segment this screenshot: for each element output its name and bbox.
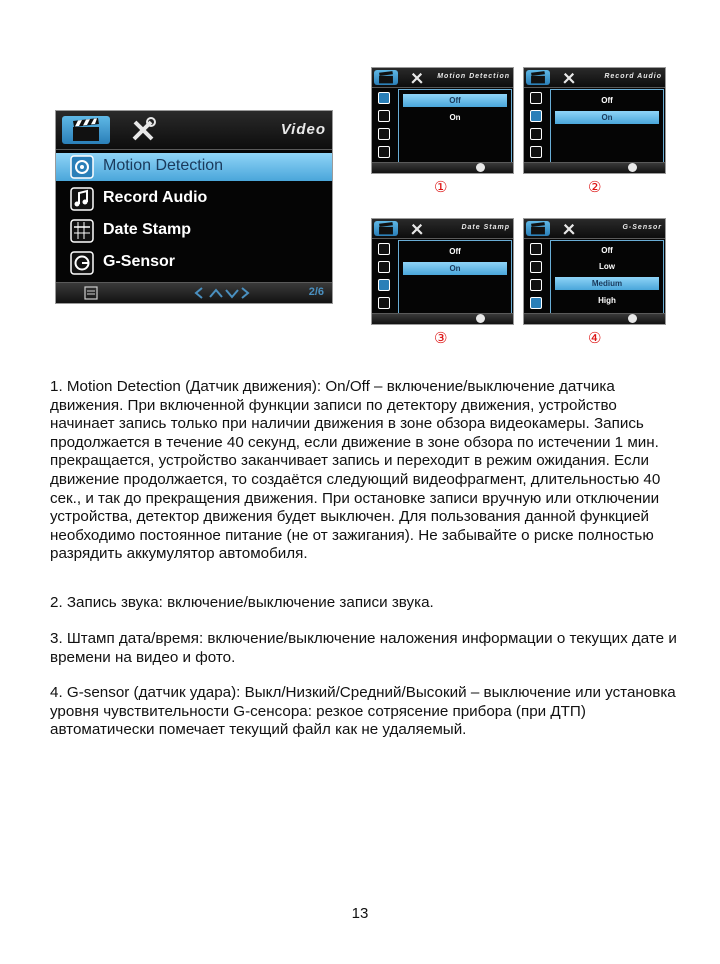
motion-icon xyxy=(530,92,542,104)
sub-screen-title: G-Sensor xyxy=(622,224,662,231)
bottom-bar xyxy=(524,162,665,173)
menu-item-motion-detection[interactable] xyxy=(56,153,332,181)
music-note-icon xyxy=(530,110,542,122)
clapperboard-icon xyxy=(378,71,394,84)
motion-icon xyxy=(378,92,390,104)
menu-list-icon xyxy=(84,286,98,300)
g-sensor-icon xyxy=(530,146,542,158)
ok-icon[interactable] xyxy=(476,314,485,323)
ok-icon[interactable] xyxy=(628,163,637,172)
calendar-icon xyxy=(530,128,542,140)
paragraph-date-stamp: 3. Штамп дата/время: включение/выключение наложения информации о текущих дате и времени на видео и фото. xyxy=(50,630,677,666)
option-off[interactable]: Off xyxy=(449,247,461,256)
main-menu-screen xyxy=(55,110,333,304)
paragraph-g-sensor: 4. G-sensor (датчик удара): Выкл/Низкий/Средний/Высокий – выключение или установка уровня чувствительности G-сенсора: резкое сотрясение прибора (при ДТП) автоматически помечает текущий файл как не удаляемый. xyxy=(50,684,676,739)
bottom-bar xyxy=(56,282,332,303)
clapperboard-icon xyxy=(71,118,101,142)
g-sensor-icon xyxy=(378,146,390,158)
marker-3: ③ xyxy=(434,330,448,347)
calendar-icon xyxy=(378,279,390,291)
menu-tab-bar xyxy=(56,111,332,150)
sub-tab-bar xyxy=(524,219,665,239)
music-note-icon xyxy=(378,261,390,273)
options-popup xyxy=(550,240,664,314)
settings-tools-icon[interactable] xyxy=(562,71,576,85)
options-popup xyxy=(550,89,664,163)
ok-icon[interactable] xyxy=(476,163,485,172)
menu-item-label: Record Audio xyxy=(103,189,208,206)
option-medium[interactable]: Medium xyxy=(555,277,659,290)
music-note-icon xyxy=(530,261,542,273)
settings-tools-icon[interactable] xyxy=(410,71,424,85)
sub-screen-title: Motion Detection xyxy=(437,73,510,80)
g-sensor-icon xyxy=(530,297,542,309)
video-tab[interactable] xyxy=(526,221,550,236)
video-tab[interactable] xyxy=(374,70,398,85)
bottom-bar xyxy=(372,162,513,173)
video-tab[interactable] xyxy=(62,116,110,144)
calendar-icon xyxy=(378,128,390,140)
settings-tools-icon[interactable] xyxy=(410,222,424,236)
calendar-icon xyxy=(70,219,94,243)
menu-item-date-stamp[interactable] xyxy=(56,217,332,245)
sub-tab-bar xyxy=(524,68,665,88)
sub-screen-motion-detection xyxy=(371,67,514,174)
options-popup xyxy=(398,89,512,163)
sub-screen-date-stamp xyxy=(371,218,514,325)
tab-title: Video xyxy=(280,121,326,138)
option-off[interactable]: Off xyxy=(601,246,613,255)
option-on[interactable]: On xyxy=(449,113,461,122)
marker-4: ④ xyxy=(588,330,602,347)
option-off[interactable]: Off xyxy=(601,96,613,105)
settings-tools-icon[interactable] xyxy=(562,222,576,236)
option-on[interactable]: On xyxy=(403,262,507,275)
motion-icon xyxy=(530,243,542,255)
marker-2: ② xyxy=(588,179,602,196)
clapperboard-icon xyxy=(530,222,546,235)
calendar-icon xyxy=(530,279,542,291)
page-indicator: 2/6 xyxy=(308,286,324,298)
menu-item-g-sensor[interactable] xyxy=(56,249,332,277)
marker-1: ① xyxy=(434,179,448,196)
menu-item-label: Date Stamp xyxy=(103,221,192,238)
navigation-arrows-icon xyxy=(194,286,250,300)
video-tab[interactable] xyxy=(526,70,550,85)
sub-screen-title: Record Audio xyxy=(604,73,662,80)
sub-tab-bar xyxy=(372,219,513,239)
page-number: 13 xyxy=(351,905,369,922)
paragraph-motion-detection: 1. Motion Detection (Датчик движения): On/Off – включение/выключение датчика движения. При включенной функции записи по детектору движения, устройство начинает запись только при наличии движения в зоне обзора видеокамеры. Запись продолжается в течение 40 секунд, если движение в зоне обзора по истечении 1 мин. прекращается, устройство заканчивает запись и переходит в режим ожидания. Если движение продолжается, то создаётся следующий видеофрагмент, длительностью 40 сек., и так до прекращения движения. При остановке записи вручную или отключении устройства, детектор движения будет выключен. Для пользования данной функцией необходимо постоянное питание (не от зажигания). Не забывайте о риске полностью разрядить аккумулятор автомобиля. xyxy=(50,378,661,563)
g-sensor-icon xyxy=(70,251,94,275)
motion-icon xyxy=(378,243,390,255)
menu-item-label: G-Sensor xyxy=(103,253,176,270)
ok-icon[interactable] xyxy=(628,314,637,323)
clapperboard-icon xyxy=(530,71,546,84)
g-sensor-icon xyxy=(378,297,390,309)
bottom-bar xyxy=(524,313,665,324)
option-high[interactable]: High xyxy=(598,296,616,305)
option-low[interactable]: Low xyxy=(599,262,615,271)
music-note-icon xyxy=(378,110,390,122)
motion-icon xyxy=(70,155,94,179)
bottom-bar xyxy=(372,313,513,324)
settings-tools-icon[interactable] xyxy=(130,117,156,143)
menu-item-label: Motion Detection xyxy=(103,157,224,174)
paragraph-record-audio: 2. Запись звука: включение/выключение записи звука. xyxy=(50,594,434,611)
video-tab[interactable] xyxy=(374,221,398,236)
sub-screen-record-audio xyxy=(523,67,666,174)
options-popup xyxy=(398,240,512,314)
sub-screen-title: Date Stamp xyxy=(461,224,510,231)
clapperboard-icon xyxy=(378,222,394,235)
sub-tab-bar xyxy=(372,68,513,88)
menu-item-record-audio[interactable] xyxy=(56,185,332,213)
sub-screen-g-sensor xyxy=(523,218,666,325)
option-off[interactable]: Off xyxy=(403,94,507,107)
music-note-icon xyxy=(70,187,94,211)
option-on[interactable]: On xyxy=(555,111,659,124)
